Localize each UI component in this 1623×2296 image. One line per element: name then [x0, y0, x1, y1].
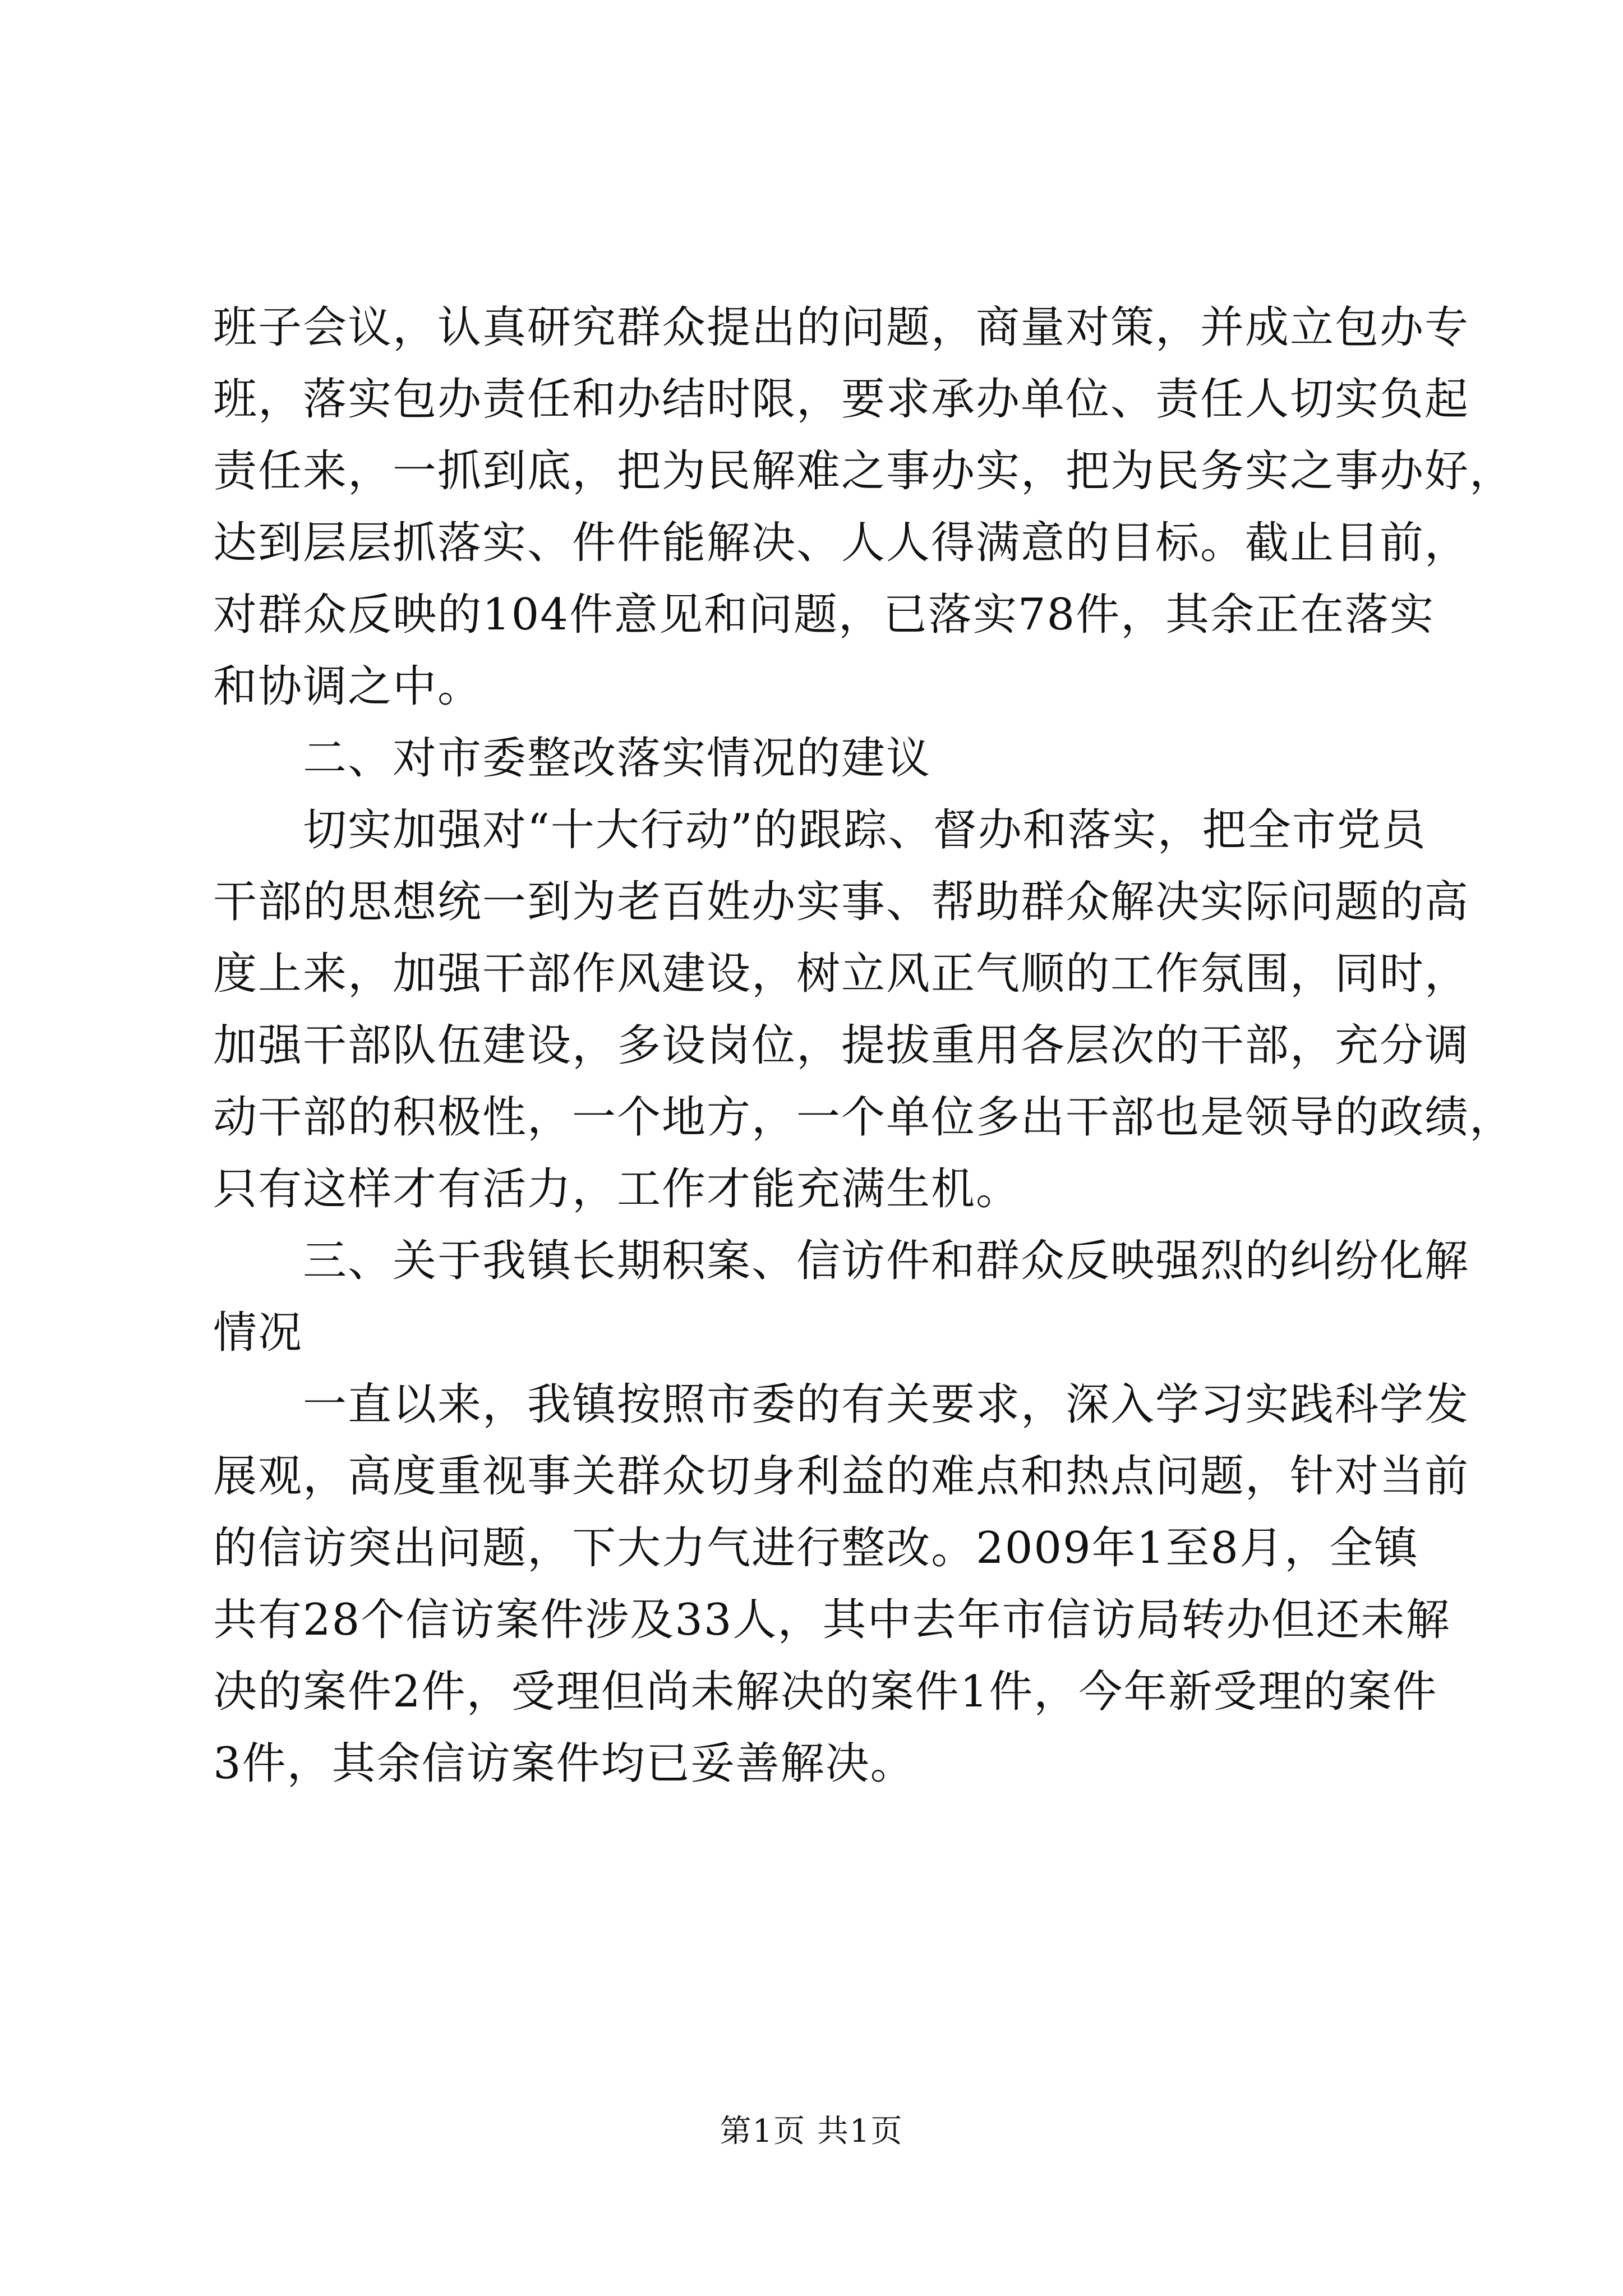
- text-line: 展观，高度重视事关群众切身利益的难点和热点问题，针对当前: [213, 1451, 1470, 1502]
- text-line: 度上来，加强干部作风建设，树立风正气顺的工作氛围，同时，: [213, 949, 1470, 999]
- text-line: 达到层层抓落实、件件能解决、人人得满意的目标。截止目前，: [213, 518, 1470, 568]
- text-line: 班子会议，认真研究群众提出的问题，商量对策，并成立包办专: [213, 302, 1470, 353]
- text-line: 的信访突出问题，下大力气进行整改。2009年1至8月，全镇: [213, 1523, 1419, 1573]
- section-heading: 二、对市委整改落实情况的建议: [303, 733, 932, 784]
- text-line: 切实加强对“十大行动”的跟踪、督办和落实，把全市党员: [303, 805, 1427, 855]
- text-line: 动干部的积极性，一个地方，一个单位多出干部也是领导的政绩，: [213, 1092, 1515, 1143]
- document-body: [213, 292, 1515, 1800]
- text-line: 对群众反映的104件意见和问题，已落实78件，其余正在落实: [213, 590, 1435, 640]
- text-line: 加强干部队伍建设，多设岗位，提拔重用各层次的干部，充分调: [213, 1020, 1470, 1071]
- page-footer: 第1页 共1页: [720, 2113, 903, 2150]
- text-line: 只有这样才有活力，工作才能充满生机。: [213, 1164, 1021, 1214]
- text-line: 一直以来，我镇按照市委的有关要求，深入学习实践科学发: [303, 1379, 1470, 1430]
- section-heading: 三、关于我镇长期积案、信访件和群众反映强烈的纠纷化解: [303, 1236, 1470, 1286]
- text-line: 共有28个信访案件涉及33人，其中去年市信访局转办但还未解: [213, 1595, 1451, 1645]
- text-line: 干部的思想统一到为老百姓办实事、帮助群众解决实际问题的高: [213, 877, 1470, 927]
- text-line: 决的案件2件，受理但尚未解决的案件1件，今年新受理的案件: [213, 1667, 1438, 1717]
- text-line: 责任来，一抓到底，把为民解难之事办实，把为民务实之事办好，: [213, 446, 1515, 496]
- text-line: 3件，其余信访案件均已妥善解决。: [213, 1738, 915, 1789]
- section-heading: 情况: [213, 1308, 303, 1358]
- text-line: 和协调之中。: [213, 661, 483, 712]
- text-line: 班，落实包办责任和办结时限，要求承办单位、责任人切实负起: [213, 374, 1470, 425]
